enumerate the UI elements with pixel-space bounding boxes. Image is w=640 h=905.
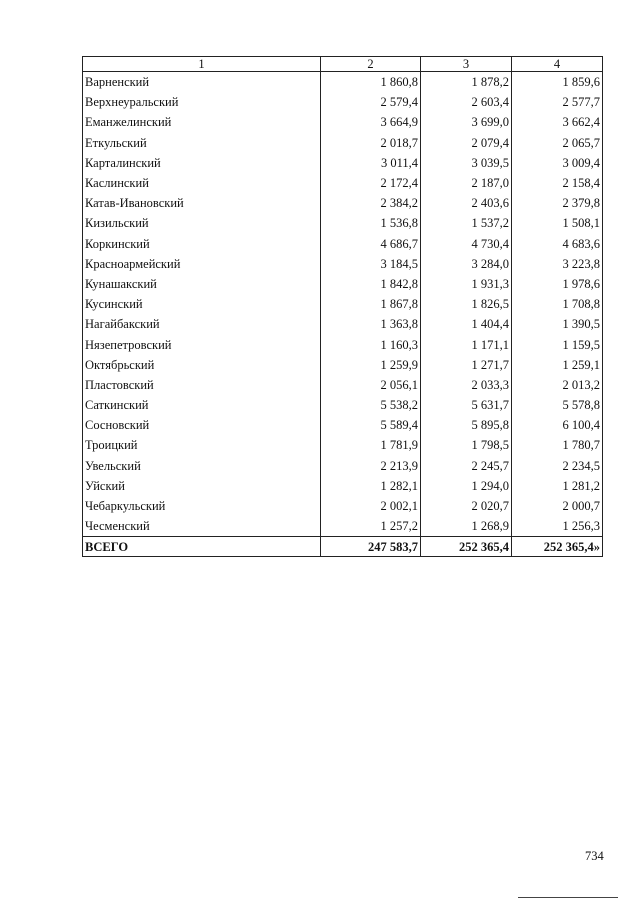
district-name-cell: Сосновский [83, 415, 321, 435]
district-name-cell: Нязепетровский [83, 334, 321, 354]
value-cell: 5 589,4 [321, 415, 421, 435]
value-cell: 2 245,7 [421, 456, 512, 476]
table-row [83, 476, 603, 496]
value-cell: 2 579,4 [321, 92, 421, 112]
footer-divider [518, 897, 618, 898]
table-row [83, 294, 603, 314]
value-cell: 4 686,7 [321, 234, 421, 254]
value-cell: 3 009,4 [512, 153, 603, 173]
value-cell: 2 079,4 [421, 133, 512, 153]
district-name-cell: Кусинский [83, 294, 321, 314]
table-row [83, 213, 603, 233]
value-cell: 3 039,5 [421, 153, 512, 173]
value-cell: 2 213,9 [321, 456, 421, 476]
table-row [83, 435, 603, 455]
district-name-cell: Троицкий [83, 435, 321, 455]
value-cell: 1 257,2 [321, 516, 421, 537]
district-name-cell: Красноармейский [83, 254, 321, 274]
total-cell: 252 365,4 [421, 537, 512, 557]
value-cell: 1 798,5 [421, 435, 512, 455]
value-cell: 2 020,7 [421, 496, 512, 516]
value-cell: 2 002,1 [321, 496, 421, 516]
value-cell: 2 000,7 [512, 496, 603, 516]
table-row [83, 72, 603, 93]
table-row [83, 314, 603, 334]
district-name-cell: Еманжелинский [83, 112, 321, 132]
value-cell: 2 172,4 [321, 173, 421, 193]
value-cell: 2 403,6 [421, 193, 512, 213]
column-header: 1 [83, 57, 321, 72]
value-cell: 2 033,3 [421, 375, 512, 395]
district-name-cell: Нагайбакский [83, 314, 321, 334]
value-cell: 1 878,2 [421, 72, 512, 93]
table-row [83, 173, 603, 193]
district-name-cell: Пластовский [83, 375, 321, 395]
value-cell: 1 859,6 [512, 72, 603, 93]
district-name-cell: Еткульский [83, 133, 321, 153]
value-cell: 5 895,8 [421, 415, 512, 435]
district-name-cell: Чесменский [83, 516, 321, 537]
district-name-cell: Коркинский [83, 234, 321, 254]
column-header: 2 [321, 57, 421, 72]
value-cell: 1 159,5 [512, 334, 603, 354]
total-cell: 247 583,7 [321, 537, 421, 557]
value-cell: 3 664,9 [321, 112, 421, 132]
table-row [83, 395, 603, 415]
table-row [83, 92, 603, 112]
value-cell: 6 100,4 [512, 415, 603, 435]
column-header: 4 [512, 57, 603, 72]
table-row [83, 234, 603, 254]
value-cell: 1 294,0 [421, 476, 512, 496]
value-cell: 1 508,1 [512, 213, 603, 233]
value-cell: 5 578,8 [512, 395, 603, 415]
value-cell: 1 160,3 [321, 334, 421, 354]
value-cell: 2 056,1 [321, 375, 421, 395]
table-row [83, 274, 603, 294]
value-cell: 2 577,7 [512, 92, 603, 112]
table-row [83, 112, 603, 132]
value-cell: 2 234,5 [512, 456, 603, 476]
value-cell: 1 259,9 [321, 355, 421, 375]
header-row [83, 57, 603, 72]
district-name-cell: Кунашакский [83, 274, 321, 294]
page-number: 734 [585, 849, 604, 863]
value-cell: 3 699,0 [421, 112, 512, 132]
value-cell: 1 860,8 [321, 72, 421, 93]
value-cell: 1 780,7 [512, 435, 603, 455]
table-row [83, 516, 603, 537]
table-row [83, 456, 603, 476]
table-row [83, 193, 603, 213]
value-cell: 4 730,4 [421, 234, 512, 254]
table-row [83, 375, 603, 395]
value-cell: 1 271,7 [421, 355, 512, 375]
value-cell: 2 384,2 [321, 193, 421, 213]
value-cell: 3 223,8 [512, 254, 603, 274]
value-cell: 1 281,2 [512, 476, 603, 496]
value-cell: 2 187,0 [421, 173, 512, 193]
total-cell: 252 365,4» [512, 537, 603, 557]
column-header: 3 [421, 57, 512, 72]
value-cell: 2 018,7 [321, 133, 421, 153]
value-cell: 1 842,8 [321, 274, 421, 294]
value-cell: 1 404,4 [421, 314, 512, 334]
value-cell: 1 867,8 [321, 294, 421, 314]
value-cell: 2 603,4 [421, 92, 512, 112]
value-cell: 1 171,1 [421, 334, 512, 354]
total-row [83, 537, 603, 557]
value-cell: 1 931,3 [421, 274, 512, 294]
district-name-cell: Уйский [83, 476, 321, 496]
district-name-cell: Октябрьский [83, 355, 321, 375]
district-name-cell: Каслинский [83, 173, 321, 193]
value-cell: 1 268,9 [421, 516, 512, 537]
value-cell: 1 256,3 [512, 516, 603, 537]
table-row [83, 355, 603, 375]
district-name-cell: Катав-Ивановский [83, 193, 321, 213]
value-cell: 3 662,4 [512, 112, 603, 132]
value-cell: 5 631,7 [421, 395, 512, 415]
value-cell: 2 065,7 [512, 133, 603, 153]
value-cell: 1 781,9 [321, 435, 421, 455]
value-cell: 1 978,6 [512, 274, 603, 294]
value-cell: 3 284,0 [421, 254, 512, 274]
value-cell: 2 158,4 [512, 173, 603, 193]
value-cell: 4 683,6 [512, 234, 603, 254]
value-cell: 2 379,8 [512, 193, 603, 213]
value-cell: 1 826,5 [421, 294, 512, 314]
value-cell: 1 282,1 [321, 476, 421, 496]
value-cell: 3 011,4 [321, 153, 421, 173]
district-name-cell: Варненский [83, 72, 321, 93]
value-cell: 1 536,8 [321, 213, 421, 233]
table-row [83, 133, 603, 153]
district-name-cell: Саткинский [83, 395, 321, 415]
table-row [83, 153, 603, 173]
value-cell: 1 259,1 [512, 355, 603, 375]
table-body [83, 72, 603, 537]
value-cell: 1 708,8 [512, 294, 603, 314]
table-row [83, 254, 603, 274]
budget-table [82, 56, 603, 557]
district-name-cell: Кизильский [83, 213, 321, 233]
table-row [83, 415, 603, 435]
value-cell: 1 390,5 [512, 314, 603, 334]
table-row [83, 496, 603, 516]
value-cell: 1 537,2 [421, 213, 512, 233]
value-cell: 1 363,8 [321, 314, 421, 334]
district-name-cell: Увельский [83, 456, 321, 476]
value-cell: 5 538,2 [321, 395, 421, 415]
district-name-cell: Карталинский [83, 153, 321, 173]
value-cell: 2 013,2 [512, 375, 603, 395]
value-cell: 3 184,5 [321, 254, 421, 274]
district-name-cell: Верхнеуральский [83, 92, 321, 112]
table-row [83, 334, 603, 354]
total-label: ВСЕГО [83, 537, 321, 557]
district-name-cell: Чебаркульский [83, 496, 321, 516]
